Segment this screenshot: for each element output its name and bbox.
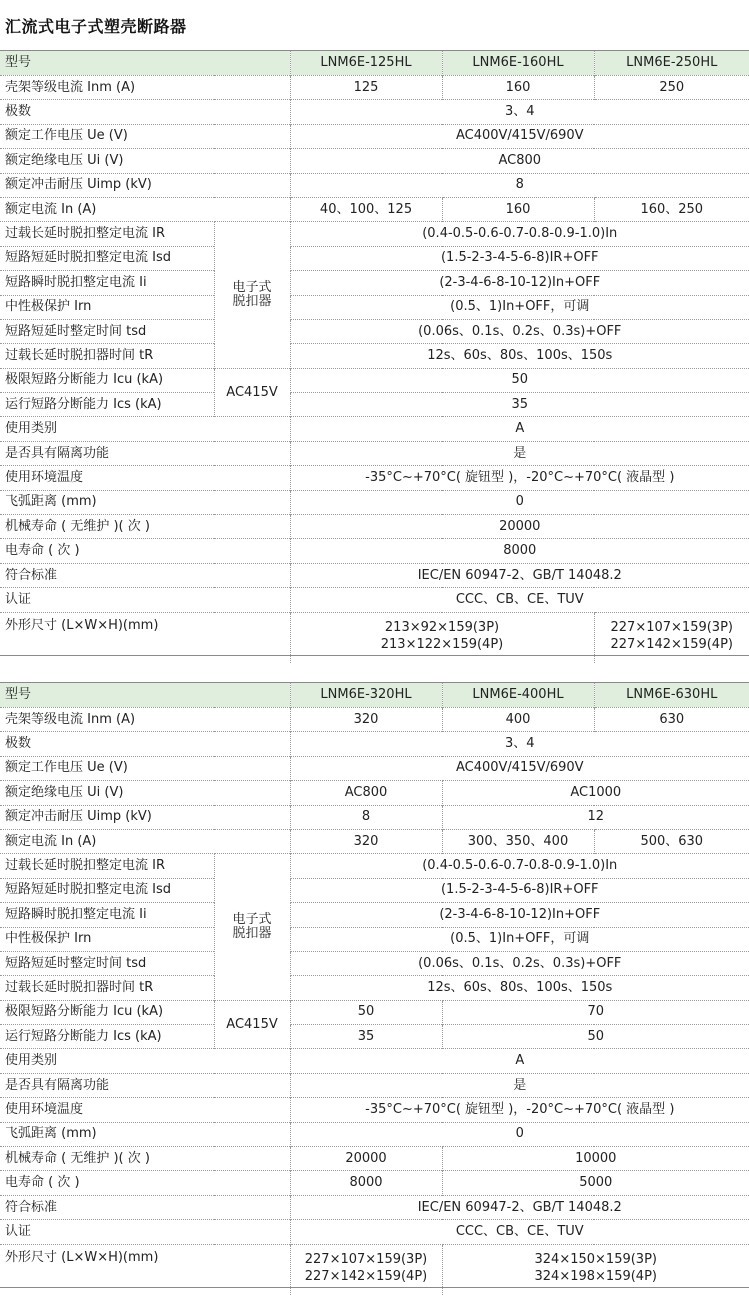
table-row-model <box>0 51 749 76</box>
row-label: 中性极保护 Irn <box>0 927 214 951</box>
table-row-env-temp <box>0 466 749 490</box>
group-label: 电子式 <box>232 280 272 296</box>
row-label: 使用环境温度 <box>0 466 290 490</box>
table-row-irn <box>0 927 749 951</box>
group-label: 脱扣器 <box>232 294 272 310</box>
value-cell: 70 <box>442 1000 749 1024</box>
value-cell: (0.4-0.5-0.6-0.7-0.8-0.9-1.0)In <box>290 222 749 246</box>
table-row-poles <box>0 100 749 124</box>
table-row-uimp <box>0 173 749 197</box>
table-row-uimp <box>0 805 749 829</box>
value-cell: IEC/EN 60947-2、GB/T 14048.2 <box>290 1195 749 1219</box>
value-cell: CCC、CB、CE、TUV <box>290 588 749 612</box>
value-cell: 125 <box>290 76 442 100</box>
ac415v-group: AC415V <box>214 1000 290 1049</box>
value-cell: 160、250 <box>594 197 749 221</box>
row-label: 极限短路分断能力 Icu (kA) <box>0 368 214 392</box>
row-label: 额定冲击耐压 Uimp (kV) <box>0 805 290 829</box>
value-cell: 5000 <box>442 1171 749 1195</box>
value-cell: 10000 <box>442 1147 749 1171</box>
row-label: 符合标准 <box>0 1195 290 1219</box>
row-label: 过载长延时脱扣器时间 tR <box>0 344 214 368</box>
value-cell: 3、4 <box>290 100 749 124</box>
row-label: 额定冲击耐压 Uimp (kV) <box>0 173 290 197</box>
table-row-tr <box>0 976 749 1000</box>
table-row-frame-current <box>0 76 749 100</box>
value-cell: 250 <box>594 76 749 100</box>
table-row-ui <box>0 149 749 173</box>
row-label: 运行短路分断能力 Ics (kA) <box>0 393 214 417</box>
table-row-tsd <box>0 951 749 975</box>
row-label: 短路短延时脱扣整定电流 Isd <box>0 878 214 902</box>
table-row-ics <box>0 1025 749 1049</box>
value-cell: 是 <box>290 441 749 465</box>
table2-bottom-rule <box>0 1287 749 1288</box>
value-cell: 35 <box>290 393 749 417</box>
value-cell: 35 <box>290 1025 442 1049</box>
row-label: 外形尺寸 (L×W×H)(mm) <box>0 1244 290 1295</box>
value-cell: AC1000 <box>442 781 749 805</box>
row-label: 认证 <box>0 1220 290 1244</box>
value-cell: AC800 <box>290 149 749 173</box>
value-cell: 3、4 <box>290 732 749 756</box>
value-cell: 50 <box>442 1025 749 1049</box>
table-row-in <box>0 829 749 853</box>
row-label: 短路瞬时脱扣整定电流 Ii <box>0 271 214 295</box>
table-row-cert <box>0 1220 749 1244</box>
row-label: 额定绝缘电压 Ui (V) <box>0 149 290 173</box>
row-label: 短路瞬时脱扣整定电流 Ii <box>0 903 214 927</box>
table-row-mech-life <box>0 1147 749 1171</box>
value-cell: 400 <box>442 708 594 732</box>
row-label: 壳架等级电流 Inm (A) <box>0 708 290 732</box>
value-cell: 630 <box>594 708 749 732</box>
dims-line: 213×92×159(3P) <box>384 619 500 635</box>
row-label: 电寿命 ( 次 ) <box>0 539 290 563</box>
value-cell: 320 <box>290 829 442 853</box>
row-label: 壳架等级电流 Inm (A) <box>0 76 290 100</box>
model-cell: LNM6E-250HL <box>594 51 749 76</box>
table-row-standard <box>0 563 749 587</box>
table-row-env-temp <box>0 1098 749 1122</box>
row-label: 是否具有隔离功能 <box>0 1073 290 1097</box>
table-row-mech-life <box>0 515 749 539</box>
model-cell: LNM6E-630HL <box>594 683 749 708</box>
row-label: 过载长延时脱扣器时间 tR <box>0 976 214 1000</box>
value-cell: (0.5、1)In+OFF，可调 <box>290 927 749 951</box>
electronic-trip-unit-group <box>214 222 290 368</box>
row-label: 使用环境温度 <box>0 1098 290 1122</box>
value-cell: 20000 <box>290 515 749 539</box>
row-label: 外形尺寸 (L×W×H)(mm) <box>0 612 290 663</box>
row-label: 额定电流 In (A) <box>0 829 290 853</box>
table-row-isd <box>0 246 749 270</box>
row-label: 是否具有隔离功能 <box>0 441 290 465</box>
value-cell: (2-3-4-6-8-10-12)In+OFF <box>290 903 749 927</box>
row-label: 符合标准 <box>0 563 290 587</box>
table-row-model <box>0 683 749 708</box>
value-cell: 160 <box>442 197 594 221</box>
value-cell: AC400V/415V/690V <box>290 756 749 780</box>
value-cell: 8000 <box>290 539 749 563</box>
value-cell: 0 <box>290 1122 749 1146</box>
table-row-ii <box>0 903 749 927</box>
model-cell: LNM6E-400HL <box>442 683 594 708</box>
value-cell: AC800 <box>290 781 442 805</box>
value-cell: (1.5-2-3-4-5-6-8)IR+OFF <box>290 878 749 902</box>
row-label: 额定工作电压 Ue (V) <box>0 756 290 780</box>
row-label: 短路短延时整定时间 tsd <box>0 951 214 975</box>
table-row-category <box>0 1049 749 1073</box>
value-cell: 500、630 <box>594 829 749 853</box>
table-row-tsd <box>0 319 749 343</box>
value-cell: 20000 <box>290 1147 442 1171</box>
row-label: 额定工作电压 Ue (V) <box>0 124 290 148</box>
table-row-category <box>0 417 749 441</box>
row-label: 极数 <box>0 100 290 124</box>
group-label: 脱扣器 <box>232 926 272 942</box>
value-cell: (2-3-4-6-8-10-12)In+OFF <box>290 271 749 295</box>
table-row-standard <box>0 1195 749 1219</box>
group-label: 电子式 <box>232 912 272 928</box>
table-row-ue <box>0 756 749 780</box>
row-label: 型号 <box>0 683 290 708</box>
table-row-ir <box>0 854 749 878</box>
dims-line: 227×107×159(3P) <box>610 619 733 635</box>
value-cell: AC400V/415V/690V <box>290 124 749 148</box>
value-cell: (1.5-2-3-4-5-6-8)IR+OFF <box>290 246 749 270</box>
row-label: 飞弧距离 (mm) <box>0 490 290 514</box>
value-cell: 160 <box>442 76 594 100</box>
table-row-ir <box>0 222 749 246</box>
electronic-trip-unit-group <box>214 854 290 1000</box>
row-label: 机械寿命 ( 无维护 )( 次 ) <box>0 1147 290 1171</box>
value-cell: A <box>290 1049 749 1073</box>
row-label: 使用类别 <box>0 1049 290 1073</box>
row-label: 额定绝缘电压 Ui (V) <box>0 781 290 805</box>
table-row-elec-life <box>0 1171 749 1195</box>
table-row-in <box>0 197 749 221</box>
row-label: 电寿命 ( 次 ) <box>0 1171 290 1195</box>
value-cell: 8 <box>290 805 442 829</box>
value-cell: 50 <box>290 1000 442 1024</box>
value-cell: -35°C~+70°C( 旋钮型 )，-20°C~+70°C( 液晶型 ) <box>290 466 749 490</box>
value-cell: 12s、60s、80s、100s、150s <box>290 344 749 368</box>
value-cell: IEC/EN 60947-2、GB/T 14048.2 <box>290 563 749 587</box>
table-row-ue <box>0 124 749 148</box>
dims-line: 227×142×159(4P) <box>610 636 733 652</box>
row-label: 过载长延时脱扣整定电流 IR <box>0 854 214 878</box>
row-label: 短路短延时整定时间 tsd <box>0 319 214 343</box>
value-cell: 12s、60s、80s、100s、150s <box>290 976 749 1000</box>
row-label: 极限短路分断能力 Icu (kA) <box>0 1000 214 1024</box>
row-label: 使用类别 <box>0 417 290 441</box>
row-label: 认证 <box>0 588 290 612</box>
value-cell: 12 <box>442 805 749 829</box>
value-cell: 8 <box>290 173 749 197</box>
ac415v-group: AC415V <box>214 368 290 417</box>
value-cell: 8000 <box>290 1171 442 1195</box>
row-label: 短路短延时脱扣整定电流 Isd <box>0 246 214 270</box>
table-row-tr <box>0 344 749 368</box>
value-cell: -35°C~+70°C( 旋钮型 )，-20°C~+70°C( 液晶型 ) <box>290 1098 749 1122</box>
value-cell: 40、100、125 <box>290 197 442 221</box>
table1-bottom-rule <box>0 655 749 656</box>
value-cell: 300、350、400 <box>442 829 594 853</box>
row-label: 额定电流 In (A) <box>0 197 290 221</box>
dims-line: 227×142×159(4P) <box>304 1268 428 1284</box>
dims-line: 213×122×159(4P) <box>380 636 504 652</box>
row-label: 极数 <box>0 732 290 756</box>
value-cell: (0.06s、0.1s、0.2s、0.3s)+OFF <box>290 951 749 975</box>
model-cell: LNM6E-125HL <box>290 51 442 76</box>
table-row-isolation <box>0 1073 749 1097</box>
value-cell: CCC、CB、CE、TUV <box>290 1220 749 1244</box>
value-cell: (0.06s、0.1s、0.2s、0.3s)+OFF <box>290 319 749 343</box>
row-label: 飞弧距离 (mm) <box>0 1122 290 1146</box>
row-label: 过载长延时脱扣整定电流 IR <box>0 222 214 246</box>
value-cell: 320 <box>290 708 442 732</box>
table-row-irn <box>0 295 749 319</box>
table-row-isolation <box>0 441 749 465</box>
dims-line: 227×107×159(3P) <box>304 1251 428 1267</box>
table-row-frame-current <box>0 708 749 732</box>
row-label: 中性极保护 Irn <box>0 295 214 319</box>
table-row-ii <box>0 271 749 295</box>
spec-table-2 <box>0 683 749 1295</box>
dims-line: 324×198×159(4P) <box>534 1268 657 1284</box>
value-cell: 50 <box>290 368 749 392</box>
table-row-ui <box>0 781 749 805</box>
value-cell: (0.4-0.5-0.6-0.7-0.8-0.9-1.0)In <box>290 854 749 878</box>
row-label: 运行短路分断能力 Ics (kA) <box>0 1025 214 1049</box>
value-cell: 是 <box>290 1073 749 1097</box>
table-row-arc <box>0 490 749 514</box>
table-row-ics <box>0 393 749 417</box>
table-row-icu <box>0 368 749 392</box>
value-cell: 0 <box>290 490 749 514</box>
model-cell: LNM6E-160HL <box>442 51 594 76</box>
table-row-icu <box>0 1000 749 1024</box>
spec-table-1 <box>0 51 749 663</box>
table-row-poles <box>0 732 749 756</box>
page-title: 汇流式电子式塑壳断路器 <box>5 17 187 36</box>
table-row-cert <box>0 588 749 612</box>
value-cell: A <box>290 417 749 441</box>
table-row-elec-life <box>0 539 749 563</box>
table-row-arc <box>0 1122 749 1146</box>
value-cell: (0.5、1)In+OFF，可调 <box>290 295 749 319</box>
row-label: 机械寿命 ( 无维护 )( 次 ) <box>0 515 290 539</box>
table-row-isd <box>0 878 749 902</box>
dims-line: 324×150×159(3P) <box>534 1251 657 1267</box>
row-label: 型号 <box>0 51 290 76</box>
model-cell: LNM6E-320HL <box>290 683 442 708</box>
